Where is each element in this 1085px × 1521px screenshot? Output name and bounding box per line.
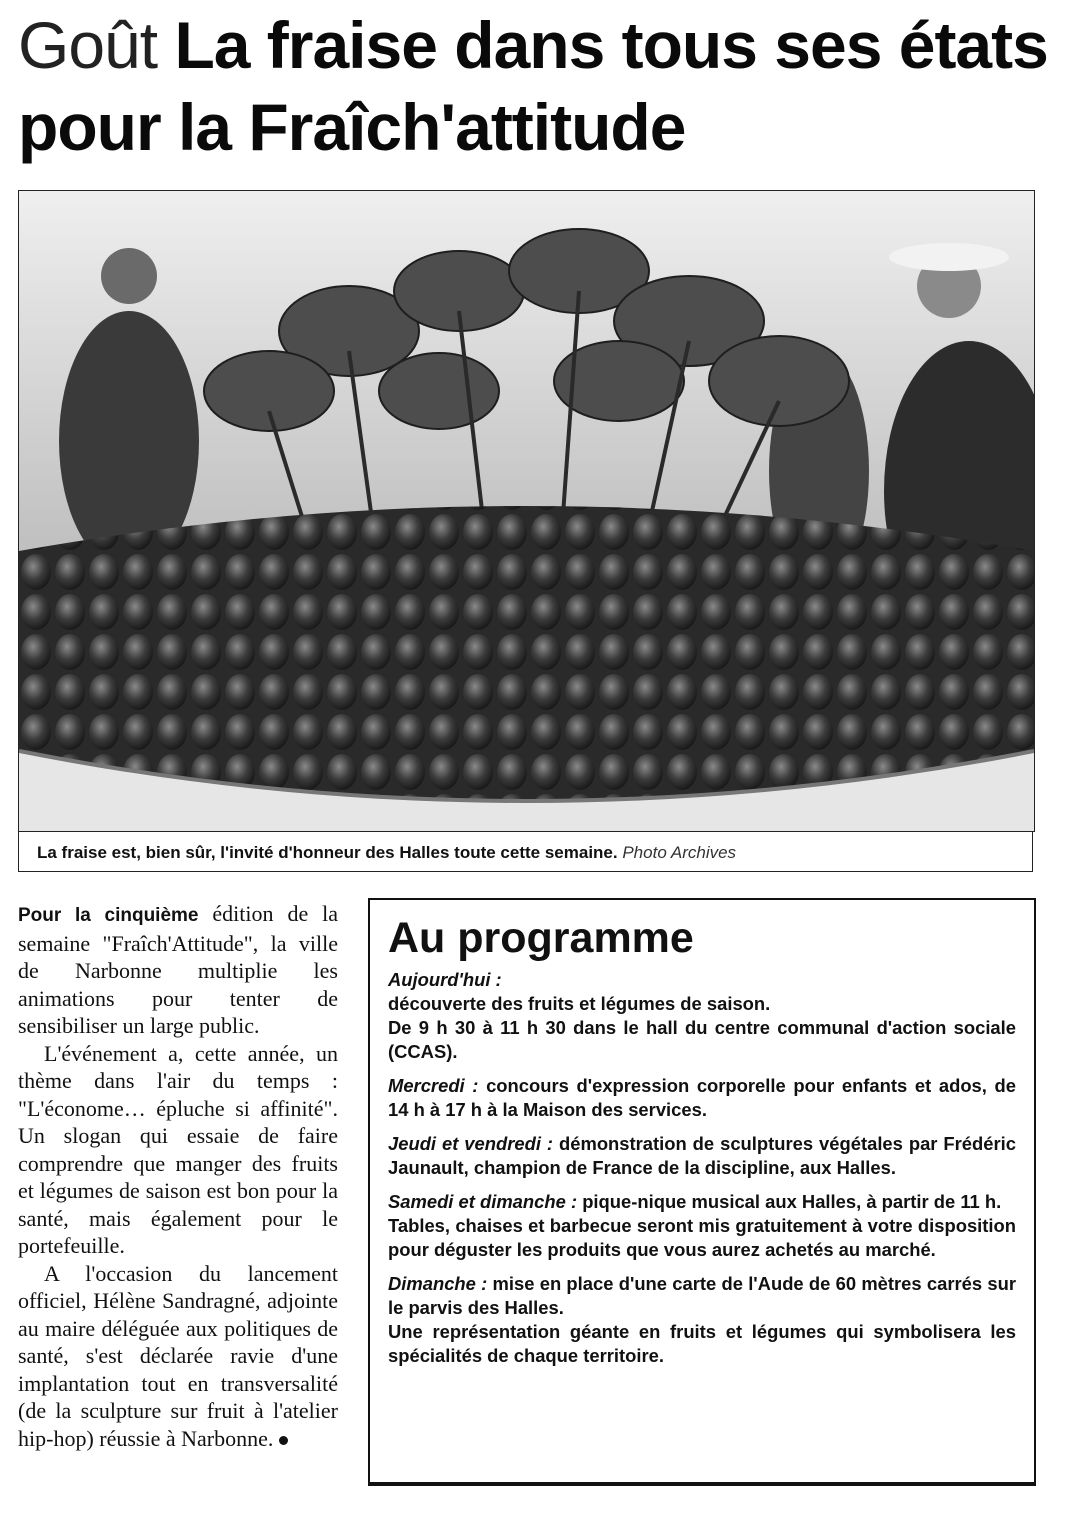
photo xyxy=(18,190,1035,832)
article-paragraph-3 xyxy=(18,1260,338,1453)
programme-entry xyxy=(388,1074,1016,1122)
programme-line: pique-nique musical aux Halles, à partir de 11 h. xyxy=(582,1191,1002,1212)
programme-day: Aujourd'hui : xyxy=(388,969,502,990)
caption-text: La fraise est, bien sûr, l'invité d'honneur des Halles toute cette semaine. xyxy=(37,843,618,862)
programme-day: Mercredi : xyxy=(388,1075,479,1096)
caption-credit: Photo Archives xyxy=(622,843,737,862)
programme-line: concours d'expression corporelle pour enfants et ados, de 14 h à 17 h à la Maison des services. xyxy=(388,1075,1016,1120)
photo-caption xyxy=(18,832,1033,872)
programme-day: Samedi et dimanche : xyxy=(388,1191,578,1212)
programme-title: Au programme xyxy=(388,914,694,962)
article-body xyxy=(18,900,338,1452)
headline-title: La fraise dans tous ses états pour la Fraîch'attitude xyxy=(18,8,1048,164)
headline xyxy=(18,4,1068,168)
programme-line: De 9 h 30 à 11 h 30 dans le hall du centre communal d'action sociale (CCAS). xyxy=(388,1017,1016,1062)
programme-line: découverte des fruits et légumes de saison. xyxy=(388,993,771,1014)
headline-kicker: Goût xyxy=(18,8,158,82)
article-paragraph-2: L'événement a, cette année, un thème dans l'air du temps : "L'économe… épluche si affinité". Un slogan qui essaie de faire comprendre que manger des fruits et légumes de saison est bon pour la santé, mais également pour le portefeuille. xyxy=(18,1040,338,1258)
strawberry-display-image xyxy=(19,191,1034,831)
article-p3-text: A l'occasion du lancement officiel, Hélène Sandragné, adjointe au maire déléguée aux politiques de santé, s'est déclarée ravie d'une implantation tout en transversalité (de la sculpture sur fruit à l'atelier hip-hop) réussie à Narbonne. xyxy=(18,1260,338,1451)
programme-line: Une représentation géante en fruits et légumes qui symbolisera les spécialités de chaque territoire. xyxy=(388,1321,1016,1366)
programme-line: Tables, chaises et barbecue seront mis gratuitement à votre disposition pour déguster les produits que vous aurez achetés au marché. xyxy=(388,1215,1016,1260)
programme-entry xyxy=(388,1132,1016,1180)
end-mark-icon xyxy=(279,1436,288,1445)
programme-line: démonstration de sculptures végétales par Frédéric Jaunault, champion de France de la discipline, aux Halles. xyxy=(388,1133,1016,1178)
article-paragraph-1 xyxy=(18,900,338,1040)
programme-line: mise en place d'une carte de l'Aude de 60 mètres carrés sur le parvis des Halles. xyxy=(388,1273,1016,1318)
programme-entry xyxy=(388,1190,1016,1262)
article-lead: Pour la cinquième xyxy=(18,905,199,926)
programme-day: Jeudi et vendredi : xyxy=(388,1133,554,1154)
programme-entry xyxy=(388,968,1016,1064)
programme-entry xyxy=(388,1272,1016,1368)
article-p1-text: édition de la semaine "Fraîch'Attitude", la ville de Narbonne multiplie les animations pour tenter de sensibiliser un large public. xyxy=(18,901,338,1038)
programme-box xyxy=(368,898,1036,1486)
programme-day: Dimanche : xyxy=(388,1273,488,1294)
